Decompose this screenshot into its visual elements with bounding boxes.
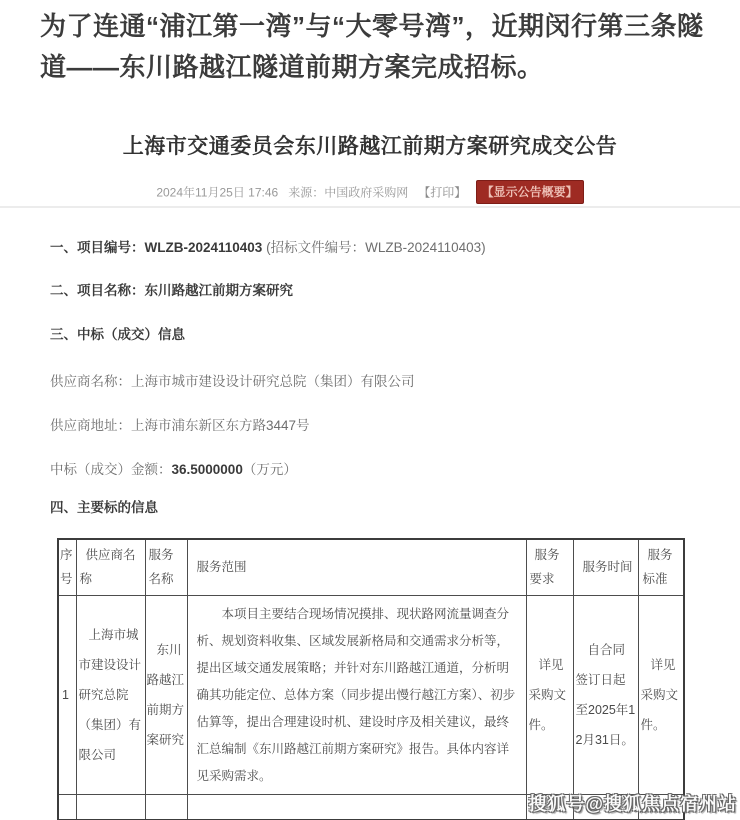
cell-serial-number: 1: [58, 595, 76, 794]
cell-service-time: 自合同签订日起至2025年12月31日。: [573, 595, 638, 794]
print-link[interactable]: 【打印】: [418, 185, 467, 200]
announcement-title: 上海市交通委员会东川路越江前期方案研究成交公告: [122, 135, 618, 158]
main-subject-heading: 四、主要标的信息: [50, 500, 158, 515]
cell-service-standard: 详见采购文件。: [638, 595, 684, 794]
horizontal-divider: [0, 206, 740, 208]
award-amount-line: 中标（成交）金额：36.5000000（万元）: [50, 462, 297, 477]
header-service-scope: 服务范围: [187, 539, 526, 595]
announcement-meta: [0, 180, 740, 204]
cell-service-scope: 本项目主要结合现场情况摸排、现状路网流量调查分析、规划资料收集、区域发展新格局和交通需求分析等，提出区域交通发展策略；并针对东川路越江通道，分析明确其功能定位、总体方案（同步提出慢行越江方案）、初步估算等，提出合理建设时机、建设时序及相关建议，最终汇总编制《东川路越江前期方案研究》报告。具体内容详见采购需求。: [187, 595, 526, 794]
table-header-row: [58, 539, 684, 595]
cell-service-name: 东川路越江前期方案研究: [145, 595, 187, 794]
bid-result-table: [57, 538, 685, 820]
award-info-heading: 三、中标（成交）信息: [50, 327, 185, 342]
project-number-line: 一、项目编号：WLZB-2024110403 (招标文件编号：WLZB-2024110403): [50, 240, 486, 255]
show-summary-button[interactable]: 【显示公告概要】: [476, 180, 584, 204]
supplier-address-line: 供应商地址：上海市浦东新区东方路3447号: [50, 418, 310, 433]
article-headline: 为了连通“浦江第一湾”与“大零号湾”，近期闵行第三条隧道——东川路越江隧道前期方案完成招标。: [40, 11, 704, 82]
header-serial-number: 序号: [58, 539, 76, 595]
sohu-watermark: 搜狐号@搜狐焦点宿州站: [528, 794, 737, 814]
cell-supplier-name: 上海市城市建设设计研究总院（集团）有限公司: [76, 595, 145, 794]
cell-service-requirement: 详见采购文件。: [526, 595, 573, 794]
table-row: [58, 595, 684, 794]
meta-datetime: 2024年11月25日 17:46: [156, 185, 279, 200]
header-service-standard: 服务标准: [638, 539, 684, 595]
header-service-name: 服务名称: [145, 539, 187, 595]
meta-source: 来源：中国政府采购网: [288, 185, 409, 200]
header-service-requirement: 服务要求: [526, 539, 573, 595]
header-service-time: 服务时间: [573, 539, 638, 595]
supplier-name-line: 供应商名称：上海市城市建设设计研究总院（集团）有限公司: [50, 374, 415, 389]
header-supplier-name: 供应商名称: [76, 539, 145, 595]
project-name-line: 二、项目名称：东川路越江前期方案研究: [50, 283, 293, 298]
